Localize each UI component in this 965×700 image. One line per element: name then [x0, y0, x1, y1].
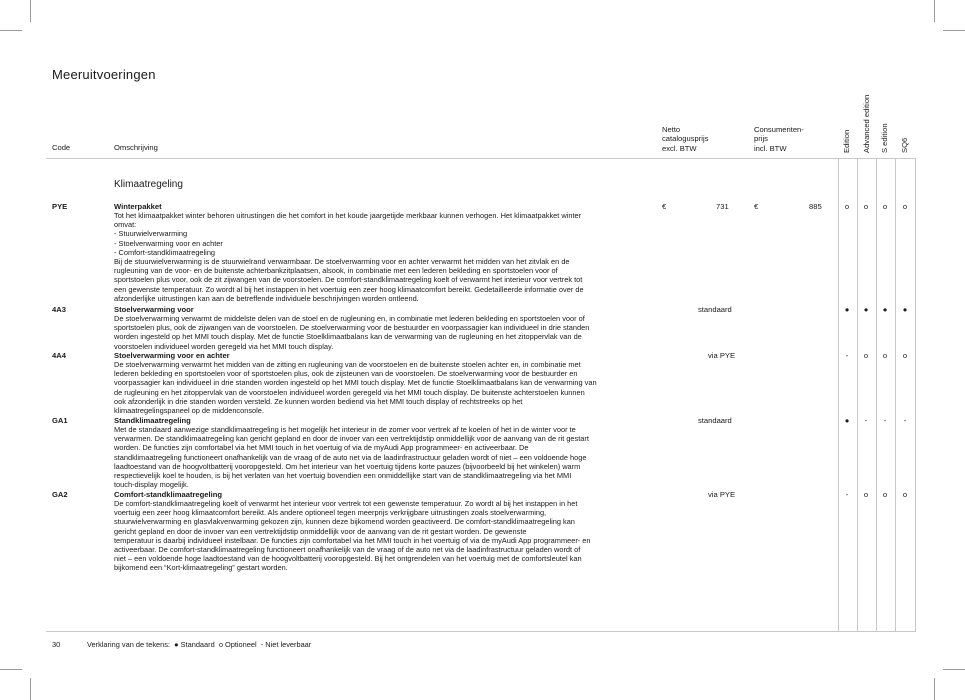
row-description: Tot het klimaatpakket winter behoren uitrustingen die het comfort in het koude jaargetijde merkbaar kunnen verhogen. Het klimaatpakket winter omvat: - Stuurwielverwarming - Stoelverwarming voor en achter - Comfort-standklimaatregeling Bij de stuurwielverwarming is de stuurwielrand verwarmbaar. De stoelverwarming voor en achter verwarmt het midden van het zitvlak en de rugleuning van de voor- en de buitenste achterbankzitplaatsen, alsook, in combinatie met een lederen bekleding en sportstoelen voor of sportstoelen plus voor, ook de zit zijwangen van de voorstoelen. De comfort-standklimaatregeling koelt of verwarmt het interieur voor vertrek tot een gewenste temperatuur. Zo wordt al bij het instappen in het voertuig een zeer hoog klimaatcomfort bereikt. Gedetailleerde informatie over de afzonderlijke uitrustingen kan aan de betreffende individuele beschrijvingen worden ontleend.: [114, 211, 584, 303]
availability-advanced-edition: ●: [863, 305, 869, 314]
availability-s-edition: -: [883, 416, 887, 425]
price-note: via PYE: [708, 490, 736, 499]
crop-mark: [934, 678, 935, 700]
edition-column-divider: [895, 158, 896, 632]
row-description: De stoelverwarming verwarmt het midden van de zitting en rugleuning van de voorstoelen en de buitenste stoelen achter en, in combinatie met lederen bekleding en sportstoelen voor of sportstoelen plus, ook de zijsteunen van de voorstoelen. De stoelverwarming voor de bestuurder en voorpassagier kan individueel in drie standen worden ingesteld op het MMI touch display. Met de functie Stoelklimaatbalans kan de verwarming van de rugleuning en het zitoppervlak van de voorstoelen individueel worden geregeld via het MMI touch display. De buitenste achterstoelen kunnen ook afzonderlijk in drie standen worden versteld. Ze kunnen worden bediend via het MMI touch display of rechtstreeks op het klimaatregelingspaneel op de middenconsole.: [114, 360, 597, 416]
edition-column-divider: [915, 158, 916, 632]
availability-s-edition: o: [882, 202, 888, 211]
availability-edition: ●: [844, 416, 850, 425]
crop-mark: [30, 0, 31, 22]
row-code: 4A3: [52, 305, 66, 314]
row-name: Winterpakket: [114, 202, 162, 211]
currency-symbol: €: [754, 202, 759, 211]
availability-sq6: o: [902, 351, 908, 360]
row-code: GA1: [52, 416, 68, 425]
crop-mark: [0, 669, 22, 670]
row-code: 4A4: [52, 351, 66, 360]
page-title: Meeruitvoeringen: [52, 67, 156, 82]
availability-sq6: ●: [902, 305, 908, 314]
price-note: standaard: [698, 305, 732, 314]
edition-column-divider: [857, 158, 858, 632]
price-excl: 731: [716, 202, 729, 211]
row-description: De stoelverwarming verwarmt de middelste delen van de stoel en de rugleuning en, in combinatie met lederen bekleding en sportstoelen voor of sportstoelen plus, ook de zijwangen van de voorstoelen. De stoelverwarming voor de bestuurder en voorpassagier kan individueel in drie standen worden ingesteld op het MMI touch display. Met de functie Stoelklimaatbalans kan de verwarming van de rugleuning en het zitoppervlak van de voorstoelen individueel worden geregeld via het MMI touch display.: [114, 314, 590, 351]
availability-advanced-edition: o: [863, 351, 869, 360]
row-name: Stoelverwarming voor en achter: [114, 351, 230, 360]
availability-sq6: o: [902, 490, 908, 499]
column-header-sq6: SQ6: [900, 137, 909, 153]
edition-column-divider: [876, 158, 877, 632]
header-rule: [46, 158, 916, 159]
availability-edition: -: [845, 490, 849, 499]
price-incl: 885: [809, 202, 822, 211]
column-header-code: Code: [52, 143, 71, 152]
column-header-price-incl: Consumenten- prijs incl. BTW: [754, 125, 804, 153]
availability-sq6: -: [903, 416, 907, 425]
column-header-s-edition: S edition: [880, 123, 889, 153]
row-code: GA2: [52, 490, 68, 499]
legend: Verklaring van de tekens: ● Standaard o Optioneel - Niet leverbaar: [87, 640, 312, 649]
crop-mark: [30, 678, 31, 700]
page-number: 30: [52, 640, 61, 649]
crop-mark: [934, 0, 935, 22]
availability-s-edition: ●: [882, 305, 888, 314]
availability-s-edition: o: [882, 351, 888, 360]
availability-advanced-edition: o: [863, 202, 869, 211]
availability-edition: -: [845, 351, 849, 360]
row-name: Standklimaatregeling: [114, 416, 191, 425]
price-note: standaard: [698, 416, 732, 425]
availability-sq6: o: [902, 202, 908, 211]
availability-edition: ●: [844, 305, 850, 314]
price-note: via PYE: [708, 351, 736, 360]
edition-column-divider: [838, 158, 839, 632]
crop-mark: [943, 669, 965, 670]
row-name: Comfort-standklimaatregeling: [114, 490, 223, 499]
footer-rule: [46, 631, 916, 632]
currency-symbol: €: [662, 202, 667, 211]
availability-advanced-edition: -: [864, 416, 868, 425]
column-header-description: Omschrijving: [114, 143, 158, 152]
row-code: PYE: [52, 202, 68, 211]
row-description: Met de standaard aanwezige standklimaatregeling is het mogelijk het interieur in de zomer voor vertrek af te koelen of het in de winter voor te verwarmen. De standklimaatregeling kan gericht gepland en door de invoer van een vertrektijdstip onmiddellijk voor de aanvang van de rit gestart worden. De functies zijn comfortabel via het MMI touch in het voertuig of via de myAudi App programmeer- en activeerbaar. De standklimaatregeling functioneert onafhankelijk van de vraag of de auto net via de laadinfrastructuur geladen wordt of niet – een voldoende hoge laadtoestand van de hoogvoltbatterij vooropgesteld. Om het interieur van het voertuig tijdens korte pauzes (bijvoorbeeld bij het winkelen) warm respectievelijk koel te houden, is bij het verlaten van het voertuig bovendien een onmiddellijke start van de standklimaatregeling via het MMI touch-display mogelijk.: [114, 425, 589, 490]
row-name: Stoelverwarming voor: [114, 305, 194, 314]
crop-mark: [0, 30, 22, 31]
column-header-price-excl: Netto catalogusprijs excl. BTW: [662, 125, 709, 153]
crop-mark: [943, 30, 965, 31]
availability-edition: o: [844, 202, 850, 211]
column-header-advanced-edition: Advanced edition: [862, 94, 871, 153]
section-heading: Klimaatregeling: [114, 179, 183, 190]
availability-s-edition: o: [882, 490, 888, 499]
column-header-edition: Edition: [842, 129, 851, 153]
row-description: De comfort-standklimaatregeling koelt of verwarmt het interieur voor vertrek tot een gewenste temperatuur. Zo wordt al bij het instappen in het voertuig een zeer hoog klimaatcomfort bereikt. Als andere optioneel tegen meerprijs verkrijgbare uitrustingen zoals stoelverwarming, stuurwielverwarming en glasvlakverwarming gekozen zijn, kunnen deze bijkomend worden geactiveerd. De comfort-standklimaatregeling kan gericht gepland en door de invoer van een vertrektijdstip onmiddellijk voor de aanvang van de rit gestart worden. De gewenste temperatuur is daarbij individueel instelbaar. De functies zijn comfortabel via het MMI touch in het voertuig of via de myAudi App programmeer- en activeerbaar. De comfort-standklimaatregeling functioneert onafhankelijk van de vraag of de auto net via de laadinfrastructuur geladen wordt of niet – een voldoende hoge laadtoestand van de hoogvoltbatterij vooropgesteld. Bij het ontgrendelen van het voertuig met de comfortsleutel kan bijkomend een “Kort-klimaatregeling” gestart worden.: [114, 499, 591, 573]
availability-advanced-edition: o: [863, 490, 869, 499]
